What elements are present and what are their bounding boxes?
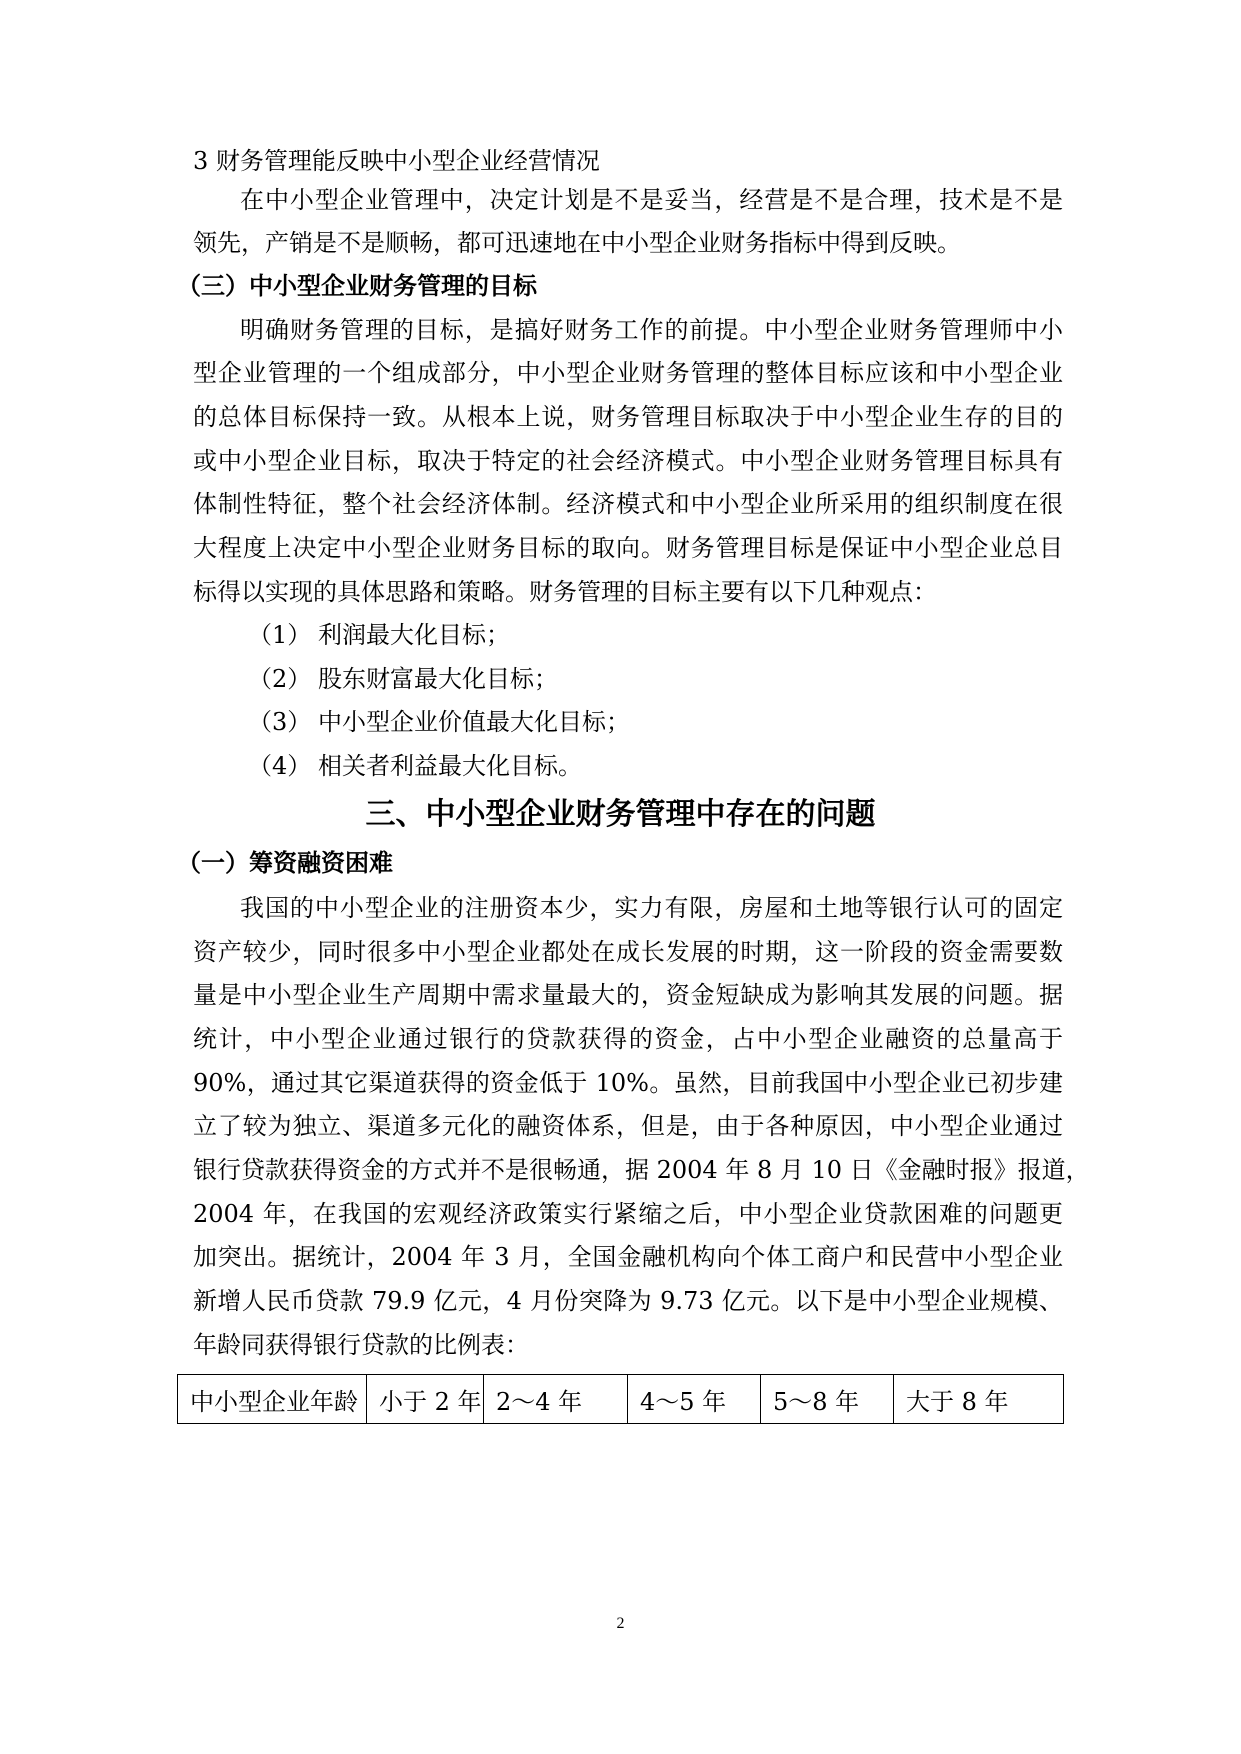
table-header-row	[178, 1375, 1064, 1424]
list-item	[248, 751, 582, 781]
table-cell: 大于 8 年	[894, 1375, 1064, 1424]
list-number: （1）	[248, 621, 312, 649]
list-number: （2）	[248, 665, 312, 693]
list-item	[248, 620, 510, 650]
list-item	[248, 707, 630, 737]
loan-ratio-table	[177, 1374, 1064, 1424]
page-number: 2	[616, 1615, 625, 1632]
table-cell: 4～5 年	[628, 1375, 761, 1424]
paragraph-line: 资产较少，同时很多中小型企业都处在成长发展的时期，这一阶段的资金需要数	[193, 938, 1063, 966]
paragraph-line: 的总体目标保持一致。从根本上说，财务管理目标取决于中小型企业生存的目的	[193, 403, 1063, 431]
paragraph-line: 标得以实现的具体思路和策略。财务管理的目标主要有以下几种观点：	[193, 578, 937, 606]
paragraph-line: 型企业管理的一个组成部分，中小型企业财务管理的整体目标应该和中小型企业	[193, 359, 1063, 387]
paragraph-line: 统计，中小型企业通过银行的贷款获得的资金，占中小型企业融资的总量高于	[193, 1025, 1063, 1053]
list-text: 相关者利益最大化目标。	[318, 752, 582, 780]
paragraph-line: 或中小型企业目标，取决于特定的社会经济模式。中小型企业财务管理目标具有	[193, 447, 1063, 475]
paragraph-line: 领先，产销是不是顺畅，都可迅速地在中小型企业财务指标中得到反映。	[193, 229, 961, 257]
section-heading-goals: （三）中小型企业财务管理的目标	[177, 272, 537, 300]
table-cell: 中小型企业年龄	[178, 1375, 367, 1424]
paragraph-line: 立了较为独立、渠道多元化的融资体系，但是，由于各种原因，中小型企业通过	[193, 1112, 1063, 1140]
list-number: （4）	[248, 752, 312, 780]
list-item	[248, 664, 558, 694]
section-title: 三、中小型企业财务管理中存在的问题	[365, 797, 876, 832]
paragraph-line: 年龄同获得银行贷款的比例表：	[193, 1331, 529, 1359]
item3-title: 3 财务管理能反映中小型企业经营情况	[193, 147, 600, 175]
paragraph-line: 量是中小型企业生产周期中需求量最大的，资金短缺成为影响其发展的问题。据	[193, 981, 1063, 1009]
table-cell: 5～8 年	[761, 1375, 894, 1424]
paragraph-line: 2004 年，在我国的宏观经济政策实行紧缩之后，中小型企业贷款困难的问题更	[193, 1200, 1063, 1228]
table-cell: 2～4 年	[484, 1375, 628, 1424]
list-text: 中小型企业价值最大化目标；	[318, 708, 630, 736]
table-cell: 小于 2 年	[367, 1375, 484, 1424]
paragraph-line: 大程度上决定中小型企业财务目标的取向。财务管理目标是保证中小型企业总目	[193, 534, 1063, 562]
paragraph-line: 加突出。据统计，2004 年 3 月，全国金融机构向个体工商户和民营中小型企业	[193, 1243, 1063, 1271]
paragraph-line: 体制性特征，整个社会经济体制。经济模式和中小型企业所采用的组织制度在很	[193, 490, 1063, 518]
list-text: 股东财富最大化目标；	[318, 665, 558, 693]
paragraph-line: 90%，通过其它渠道获得的资金低于 10%。虽然，目前我国中小型企业已初步建	[193, 1069, 1063, 1097]
paragraph-line: 明确财务管理的目标，是搞好财务工作的前提。中小型企业财务管理师中小	[240, 316, 1063, 344]
list-number: （3）	[248, 708, 312, 736]
paragraph-line: 银行贷款获得资金的方式并不是很畅通，据 2004 年 8 月 10 日《金融时报》报道，	[193, 1156, 1090, 1184]
paragraph-line: 我国的中小型企业的注册资本少，实力有限，房屋和土地等银行认可的固定	[240, 894, 1063, 922]
paragraph-line: 新增人民币贷款 79.9 亿元，4 月份突降为 9.73 亿元。以下是中小型企业规模、	[193, 1287, 1063, 1315]
sub-heading-financing: （一）筹资融资困难	[177, 849, 393, 877]
list-text: 利润最大化目标；	[318, 621, 510, 649]
paragraph-line: 在中小型企业管理中，决定计划是不是妥当，经营是不是合理，技术是不是	[240, 186, 1063, 214]
